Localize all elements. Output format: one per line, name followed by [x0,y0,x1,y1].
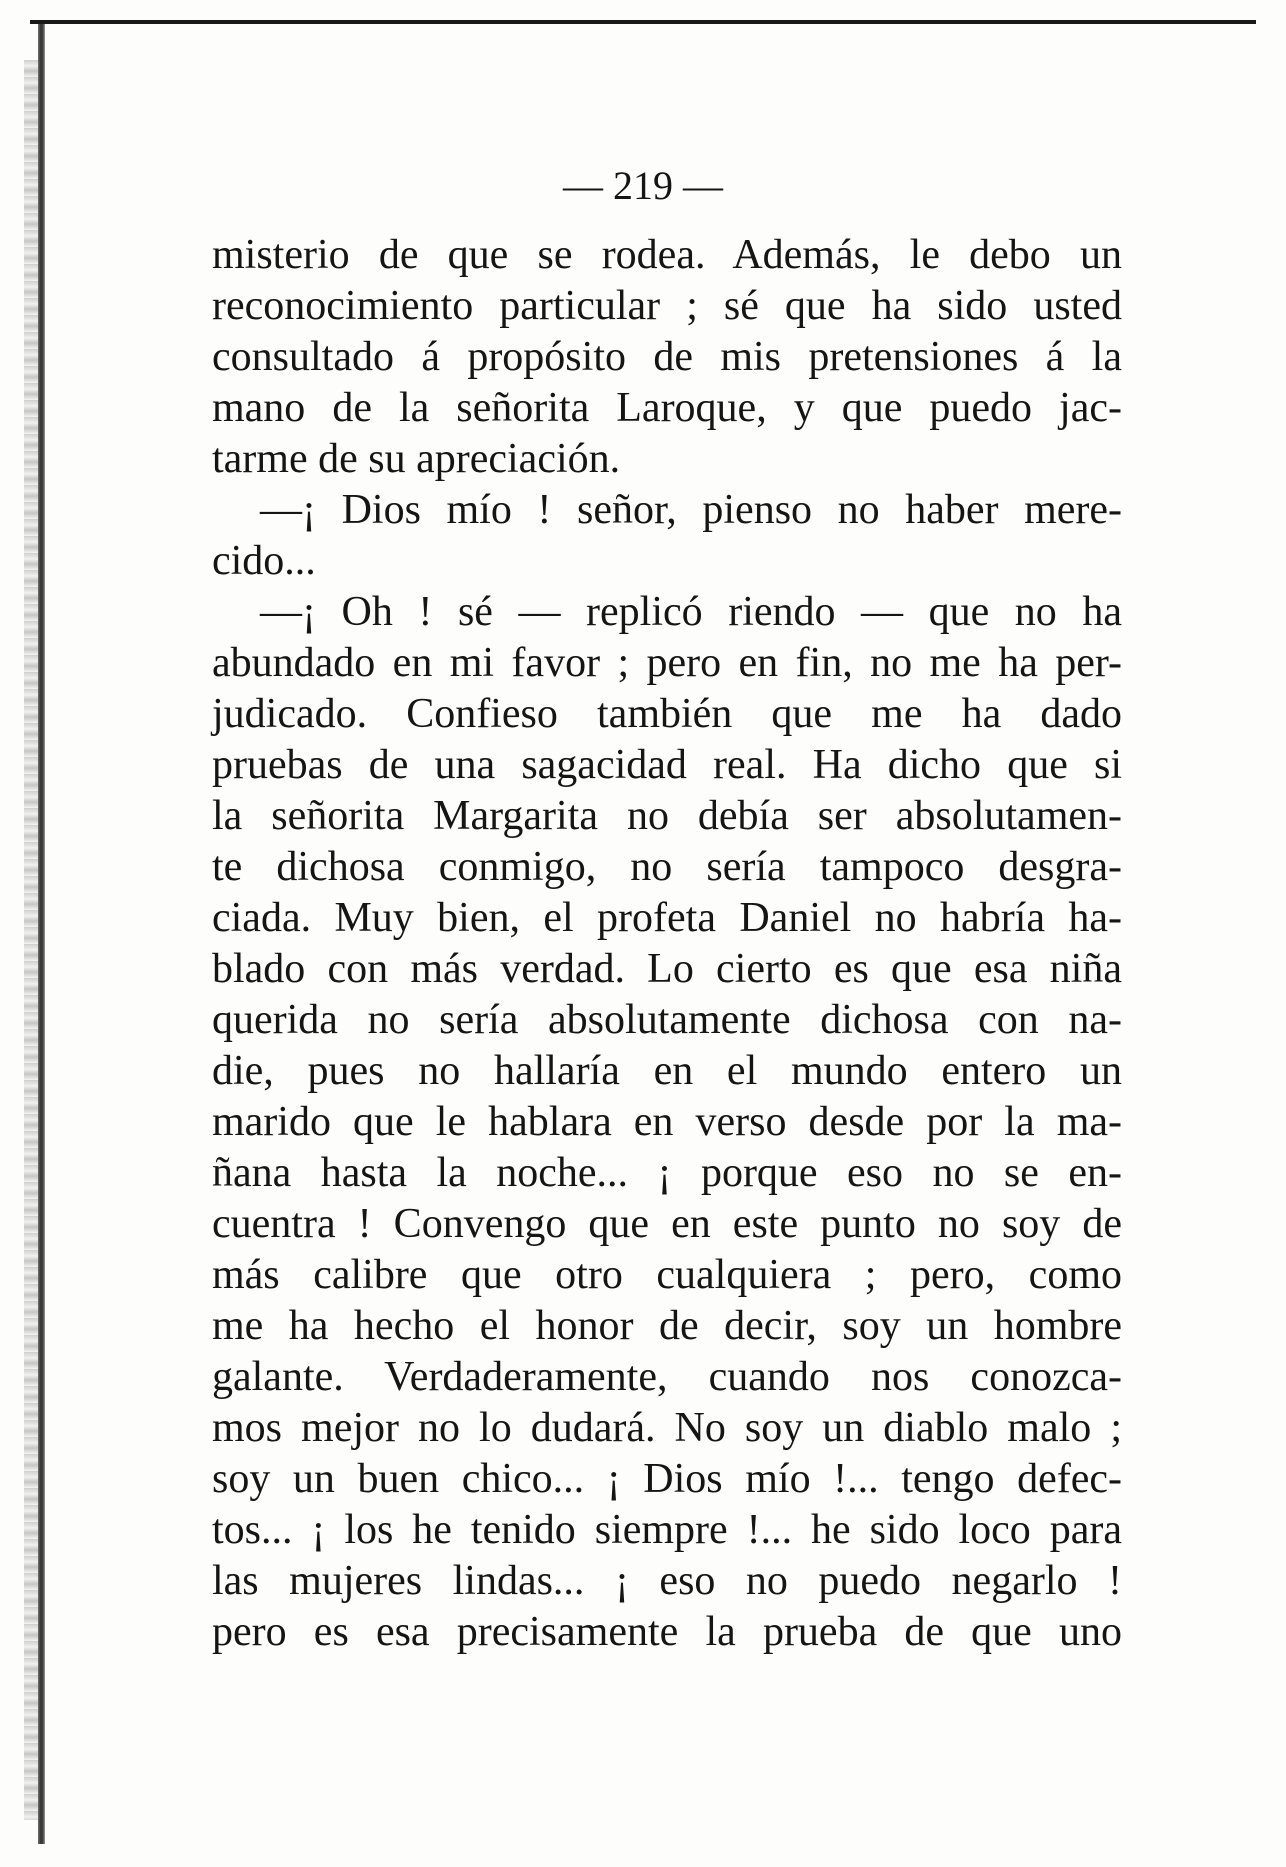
text-line: pruebas de una sagacidad real. Ha dicho que si [212,742,1122,788]
text-line: marido que le hablara en verso desde por la ma- [212,1099,1122,1145]
text-line: —¡ Oh ! sé — replicó riendo — que no ha [260,589,1122,635]
text-line: reconocimiento particular ; sé que ha sido usted [212,283,1122,329]
text-line: pero es esa precisamente la prueba de que uno [212,1609,1122,1655]
text-line: ciada. Muy bien, el profeta Daniel no habría ha- [212,895,1122,941]
page-number: — 219 — [563,163,723,208]
text-line: blado con más verdad. Lo cierto es que esa niña [212,946,1122,992]
text-line: cuentra ! Convengo que en este punto no soy de [212,1201,1122,1247]
text-line: las mujeres lindas... ¡ eso no puedo negarlo ! [212,1558,1122,1604]
text-line: la señorita Margarita no debía ser absolutamen- [212,793,1122,839]
text-line: más calibre que otro cualquiera ; pero, como [212,1252,1122,1298]
text-line: —¡ Dios mío ! señor, pienso no haber mere- [260,487,1122,533]
text-line: misterio de que se rodea. Además, le debo un [212,232,1122,278]
binding-shadow [24,60,38,1820]
text-line: consultado á propósito de mis pretensiones á la [212,334,1122,380]
text-line: die, pues no hallaría en el mundo entero un [212,1048,1122,1094]
text-line: mano de la señorita Laroque, y que puedo jac- [212,385,1122,431]
text-line: me ha hecho el honor de decir, soy un hombre [212,1303,1122,1349]
text-line: abundado en mi favor ; pero en fin, no me ha per- [212,640,1122,686]
binding-edge [38,24,45,1844]
text-line: tos... ¡ los he tenido siempre !... he sido loco para [212,1507,1122,1553]
text-line: soy un buen chico... ¡ Dios mío !... tengo defec- [212,1456,1122,1502]
text-line: querida no sería absolutamente dichosa con na- [212,997,1122,1043]
text-line: ñana hasta la noche... ¡ porque eso no se en- [212,1150,1122,1196]
body-text [212,230,1122,1658]
text-line: judicado. Confieso también que me ha dado [212,691,1122,737]
text-line: te dichosa conmigo, no sería tampoco desgra- [212,844,1122,890]
text-line: cido... [212,538,316,584]
top-border-rule [30,20,1256,24]
text-line: tarme de su apreciación. [212,436,621,482]
text-line: mos mejor no lo dudará. No soy un diablo malo ; [212,1405,1122,1451]
text-line: galante. Verdaderamente, cuando nos conozca- [212,1354,1122,1400]
